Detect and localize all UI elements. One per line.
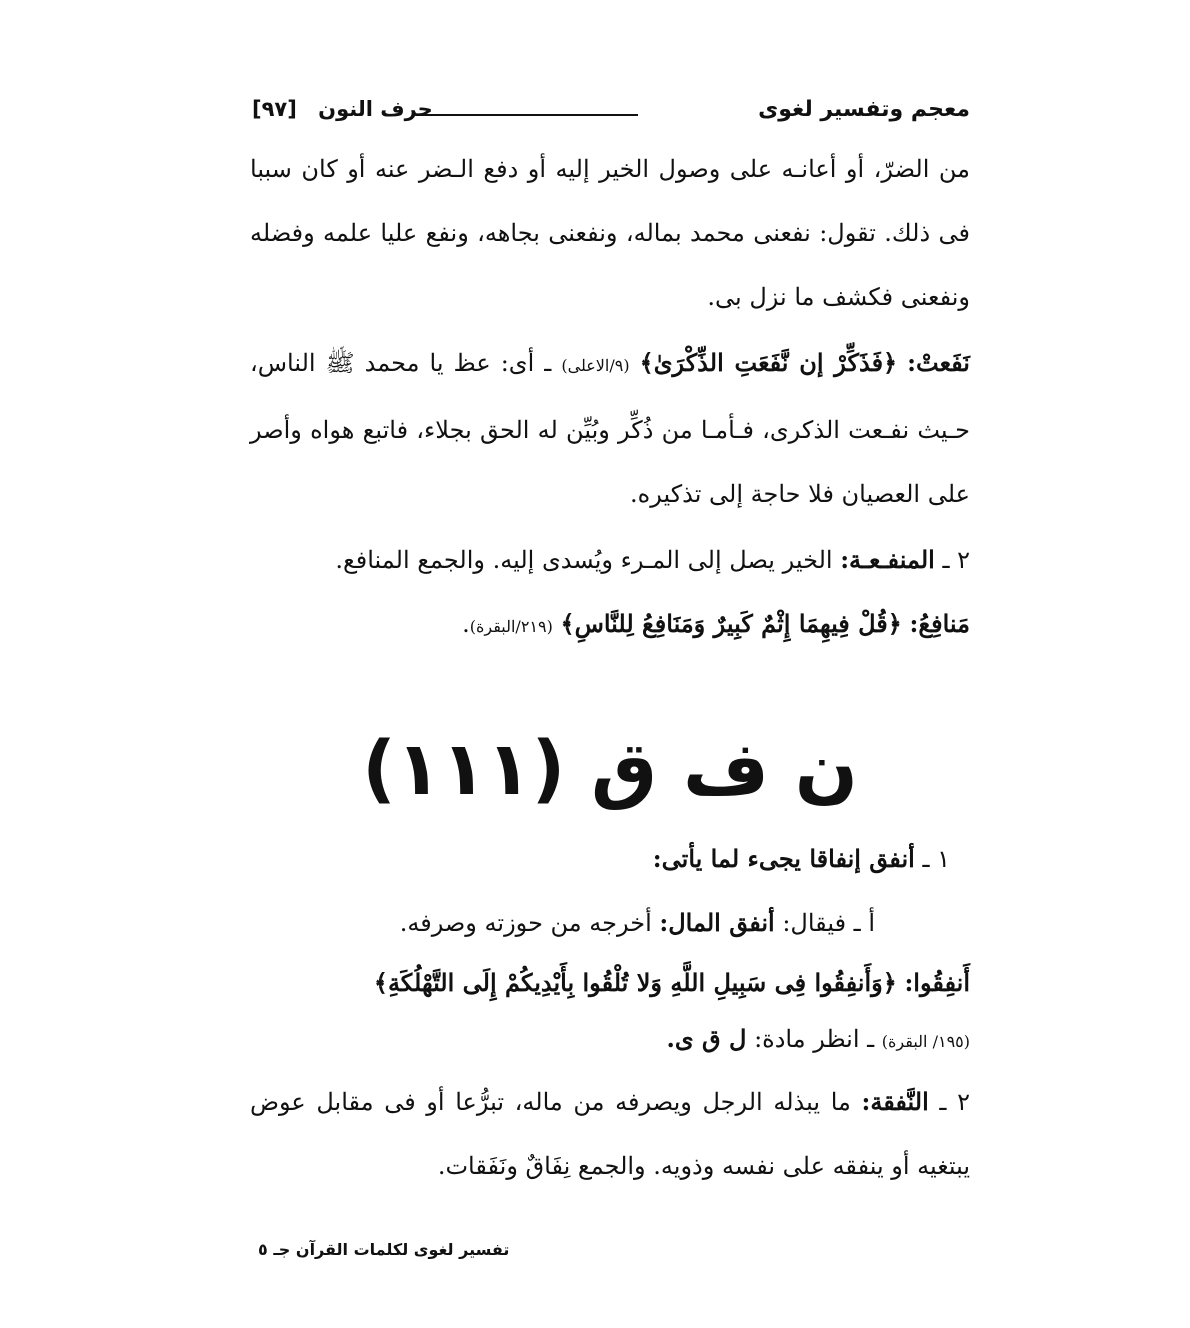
quran-quote: ﴿فَذَكِّرْ إن نَّفَعَتِ الذِّكْرَىٰ﴾ — [639, 348, 898, 377]
term-nafaqa: النَّفقة: — [861, 1087, 929, 1116]
paragraph-2 — [250, 331, 970, 526]
running-header — [250, 95, 970, 137]
paragraph-3-text: الخير يصل إلى المـرء ويُسدى إليه. والجمع المنافع. — [335, 546, 833, 574]
verse-reference: (١٩٥/ البقرة) — [881, 1032, 970, 1051]
page-footer: تفسير لغوى لكلمات القرآن جـ ٥ — [258, 1240, 510, 1259]
term-anfiqu: أَنفِقُوا: — [904, 968, 970, 997]
term-manafi: مَنافِعُ: — [909, 609, 970, 638]
paragraph-4 — [250, 592, 970, 659]
see-also-label: ـ انظر مادة: — [754, 1025, 875, 1053]
item-number: ٢ ـ — [939, 1088, 970, 1116]
term-nafaat: نَفَعتْ: — [907, 348, 970, 377]
sense-2-text: ما يبذله الرجل ويصرفه من ماله، تبرُّعا أو فى مقابل عوض يبتغيه أو ينفقه على نفسه وذويه. والجمع نِفَاقٌ ونَفَقات. — [250, 1088, 970, 1180]
quote-anfiqu — [250, 955, 970, 1070]
item-number: ١ ـ — [922, 845, 950, 873]
term-manfaa: المنفـعـة: — [840, 545, 935, 574]
paragraph-1: من الضرّ، أو أعانـه على وصول الخير إليه أو دفع الـضر عنه أو كان سببا فى ذلك. تقول: نفعنى محمد بماله، ونفعنى بجاهه، ونفع عليا علمه وفضله ونفعنى فكشف ما نزل بى. — [250, 155, 970, 311]
sub-label: أ ـ فيقال: — [782, 909, 875, 937]
header-rule — [418, 114, 638, 116]
sub-sense-text: أخرجه من حوزته وصرفه. — [399, 909, 652, 937]
book-title: معجم وتفسير لغوى — [758, 97, 970, 122]
page-number — [252, 97, 433, 121]
sub-sense-a — [250, 891, 970, 955]
term-anfaqa-almal: أنفق المال: — [659, 908, 775, 937]
see-also-root: ل ق ى. — [666, 1024, 747, 1053]
quran-quote: ﴿قُلْ فِيهِمَا إِثْمٌ كَبِيرٌ وَمَنَافِعُ لِلنَّاسِ﴾ — [560, 609, 902, 638]
period: . — [462, 610, 470, 638]
verse-reference: (٢١٩/البقرة) — [469, 617, 553, 636]
entry-sense-1 — [250, 827, 970, 891]
item-number: ٢ ـ — [942, 546, 970, 574]
page-number-text: [٩٧] — [252, 97, 297, 121]
paragraph-3 — [250, 528, 970, 592]
paragraph-2-text: ـ أى: عظ يا محمد ﷺ الناس، حـيث نفـعت الذكرى، فـأمـا من ذُكِّر وبُيِّن له الحق بجلاء، فاتبع هواه وأصر على العصيان فلا حاجة إلى تذكيره. — [250, 349, 970, 508]
entry-title: ن ف ق (١١١) — [362, 726, 858, 812]
quran-quote: ﴿وَأَنفِقُوا فِى سَبِيلِ اللَّهِ وَلا تُلْقُوا بِأَيْدِيكُمْ إِلَى التَّهْلُكَةِ﴾ — [373, 968, 897, 997]
verse-reference: (٩/الاعلى) — [561, 356, 630, 375]
entry-sense-2 — [250, 1070, 970, 1198]
sense-1-heading: أنفق إنفاقا يجىء لما يأتى: — [652, 844, 915, 873]
section-title: حرف النون — [318, 97, 433, 121]
page-content — [250, 95, 970, 1198]
